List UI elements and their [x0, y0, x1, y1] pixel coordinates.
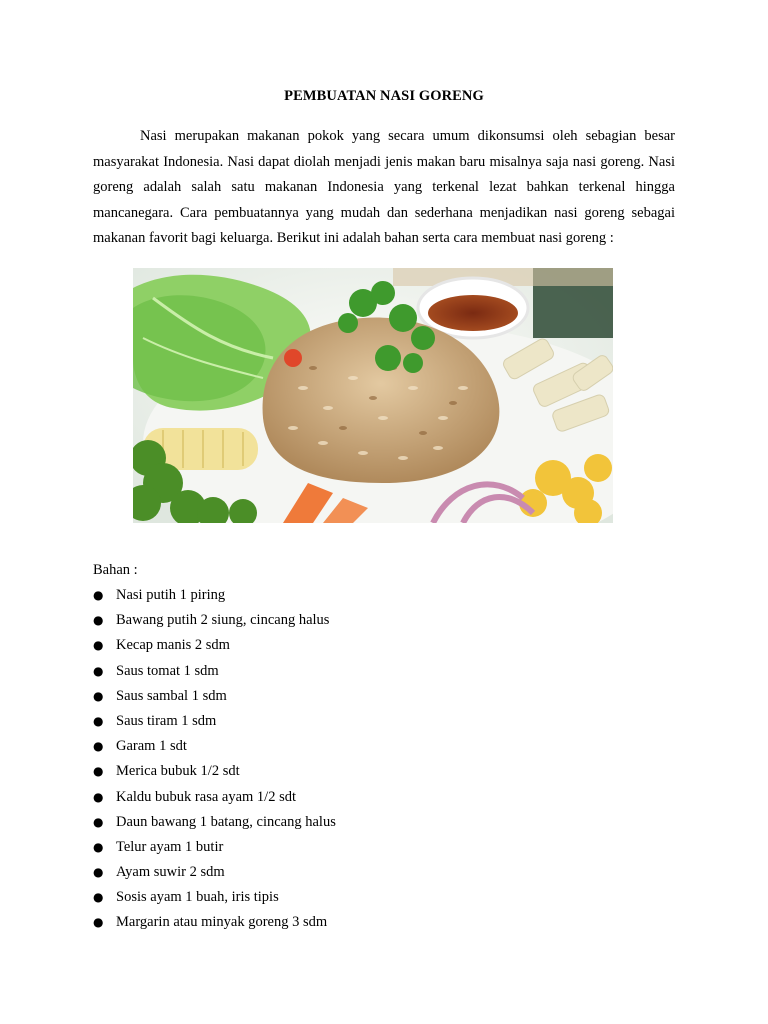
bullet-icon: ●	[93, 865, 104, 880]
ingredient-text: Kecap manis 2 sdm	[116, 637, 230, 654]
list-item	[93, 810, 653, 835]
bullet-icon: ●	[93, 890, 104, 905]
ingredients-list	[93, 583, 653, 936]
bullet-icon: ●	[93, 713, 104, 728]
ingredient-text: Kaldu bubuk rasa ayam 1/2 sdt	[116, 788, 297, 805]
list-item	[93, 910, 653, 935]
list-item	[93, 759, 653, 784]
list-item	[93, 860, 653, 885]
ingredient-text: Saus sambal 1 sdm	[116, 687, 227, 704]
list-item	[93, 709, 653, 734]
ingredient-text: Ayam suwir 2 sdm	[116, 864, 225, 881]
bullet-icon: ●	[93, 739, 104, 754]
list-item	[93, 785, 653, 810]
ingredient-text: Merica bubuk 1/2 sdt	[116, 763, 240, 780]
ingredient-text: Bawang putih 2 siung, cincang halus	[116, 612, 330, 629]
bullet-icon: ●	[93, 613, 104, 628]
ingredient-text: Saus tomat 1 sdm	[116, 662, 219, 679]
ingredient-text: Margarin atau minyak goreng 3 sdm	[116, 914, 328, 931]
list-item	[93, 659, 653, 684]
bullet-icon: ●	[93, 814, 104, 829]
ingredient-text: Daun bawang 1 batang, cincang halus	[116, 813, 336, 830]
ingredients-heading: Bahan :	[93, 562, 138, 578]
ingredient-text: Garam 1 sdt	[116, 738, 187, 755]
list-item	[93, 734, 653, 759]
bullet-icon: ●	[93, 764, 104, 779]
ingredient-text: Nasi putih 1 piring	[116, 587, 226, 603]
ingredient-text: Sosis ayam 1 buah, iris tipis	[116, 889, 279, 906]
ingredient-text: Telur ayam 1 butir	[116, 838, 224, 855]
list-item	[93, 835, 653, 860]
list-item	[93, 633, 653, 658]
bullet-icon: ●	[93, 688, 104, 703]
page-title: PEMBUATAN NASI GORENG	[284, 88, 484, 104]
nasi-goreng-photo	[133, 268, 613, 523]
bullet-icon: ●	[93, 915, 104, 930]
food-illustration	[133, 268, 613, 523]
bullet-icon: ●	[93, 663, 104, 678]
bullet-icon: ●	[93, 588, 104, 602]
bullet-icon: ●	[93, 638, 104, 653]
list-item	[93, 583, 653, 608]
bullet-icon: ●	[93, 789, 104, 804]
list-item	[93, 885, 653, 910]
intro-paragraph: Nasi merupakan makanan pokok yang secara umum dikonsumsi oleh sebagian besar masyarakat Indonesia. Nasi dapat diolah menjadi jenis makan baru misalnya saja nasi goreng. Nasi goreng adalah salah satu makanan Indonesia yang terkenal lezat bahkan terkenal hingga mancanegara. Cara pembuatannya yang mudah dan sederhana menjadikan nasi goreng sebagai makanan favorit bagi keluarga. Berikut ini adalah bahan serta cara membuat nasi goreng :	[93, 128, 675, 247]
list-item	[93, 608, 653, 633]
list-item	[93, 684, 653, 709]
bullet-icon: ●	[93, 839, 104, 854]
ingredient-text: Saus tiram 1 sdm	[116, 712, 217, 729]
